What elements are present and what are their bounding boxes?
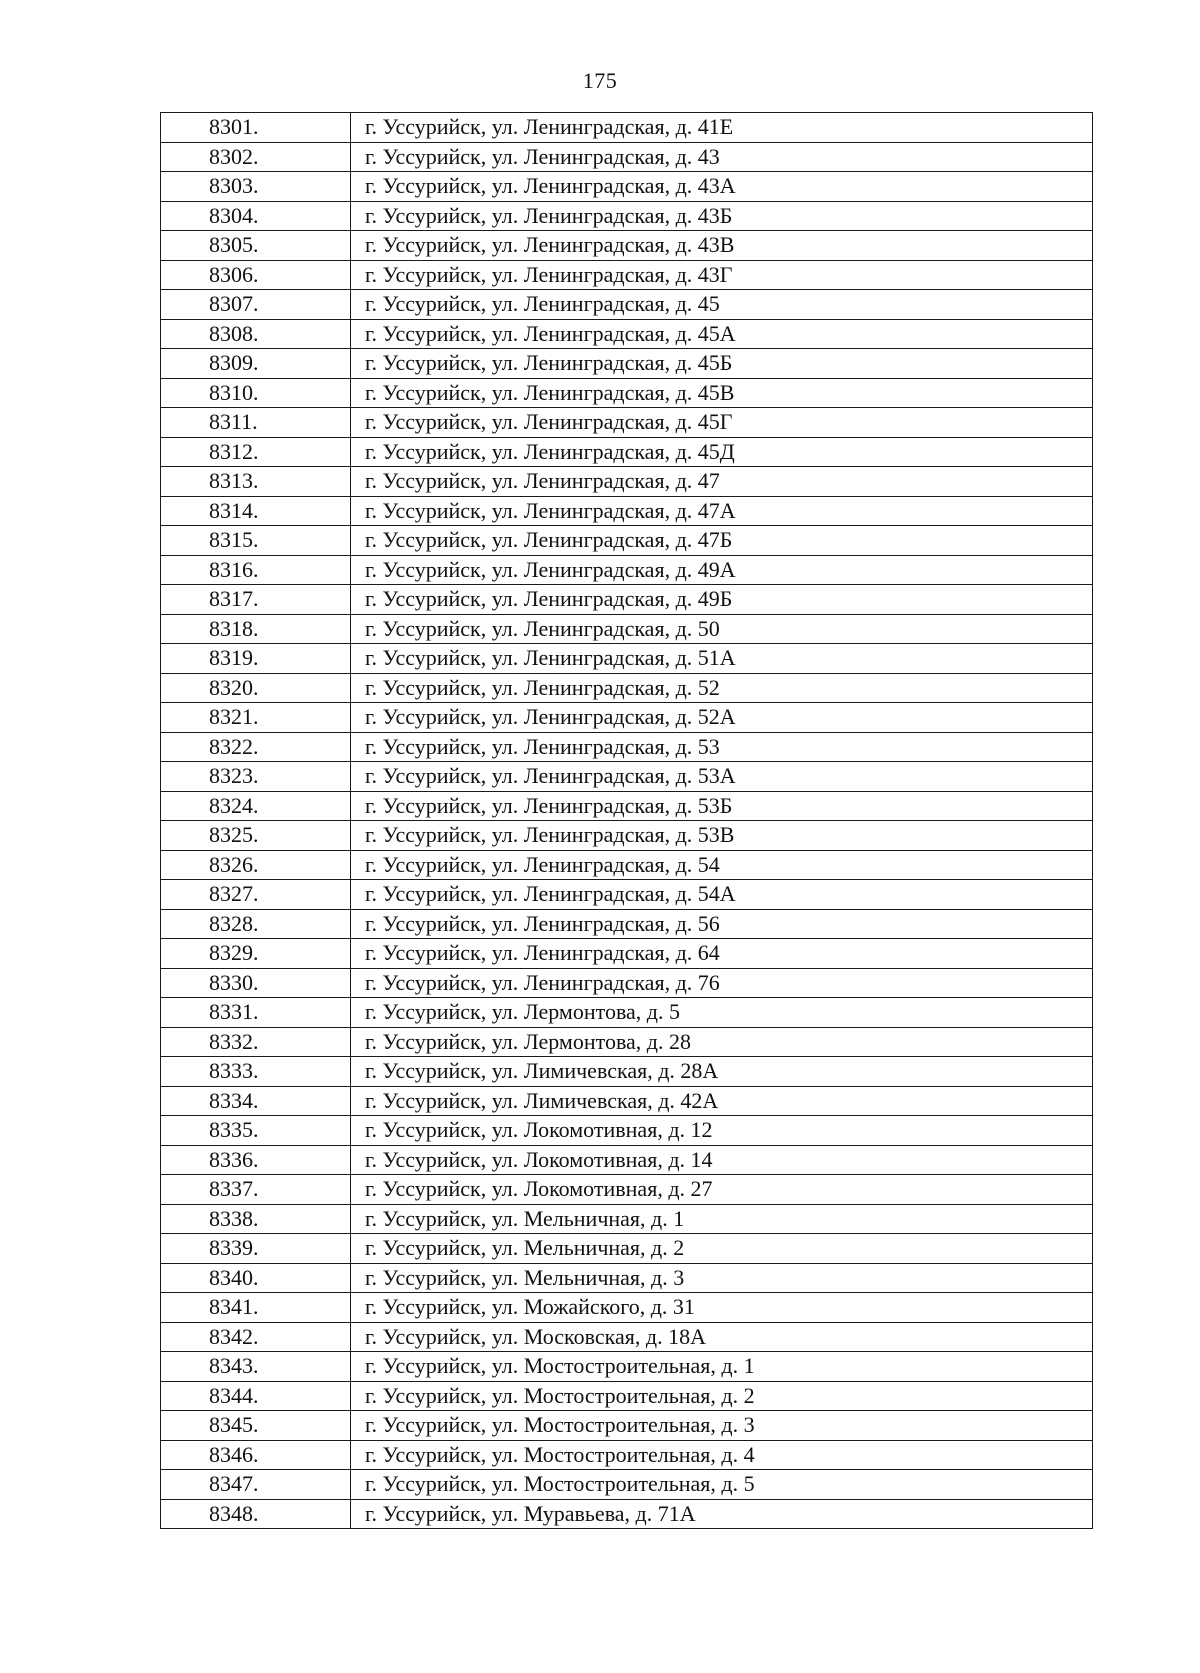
row-number-cell: 8312. bbox=[161, 437, 351, 467]
address-cell: г. Уссурийск, ул. Ленинградская, д. 41Е bbox=[351, 113, 1093, 143]
address-cell: г. Уссурийск, ул. Мостостроительная, д. 4 bbox=[351, 1440, 1093, 1470]
address-cell: г. Уссурийск, ул. Мостостроительная, д. 5 bbox=[351, 1470, 1093, 1500]
table-row bbox=[161, 614, 1093, 644]
table-row bbox=[161, 319, 1093, 349]
address-cell: г. Уссурийск, ул. Лимичевская, д. 28А bbox=[351, 1057, 1093, 1087]
table-row bbox=[161, 555, 1093, 585]
row-number-cell: 8306. bbox=[161, 260, 351, 290]
table-row bbox=[161, 113, 1093, 143]
table-row bbox=[161, 998, 1093, 1028]
table-row bbox=[161, 437, 1093, 467]
row-number-cell: 8307. bbox=[161, 290, 351, 320]
address-cell: г. Уссурийск, ул. Ленинградская, д. 43 bbox=[351, 142, 1093, 172]
row-number-cell: 8347. bbox=[161, 1470, 351, 1500]
address-cell: г. Уссурийск, ул. Ленинградская, д. 43В bbox=[351, 231, 1093, 261]
address-cell: г. Уссурийск, ул. Ленинградская, д. 53А bbox=[351, 762, 1093, 792]
table-row bbox=[161, 290, 1093, 320]
address-cell: г. Уссурийск, ул. Локомотивная, д. 12 bbox=[351, 1116, 1093, 1146]
table-row bbox=[161, 378, 1093, 408]
address-cell: г. Уссурийск, ул. Ленинградская, д. 45А bbox=[351, 319, 1093, 349]
row-number-cell: 8341. bbox=[161, 1293, 351, 1323]
table-row bbox=[161, 703, 1093, 733]
address-cell: г. Уссурийск, ул. Мельничная, д. 1 bbox=[351, 1204, 1093, 1234]
table-row bbox=[161, 909, 1093, 939]
address-cell: г. Уссурийск, ул. Ленинградская, д. 64 bbox=[351, 939, 1093, 969]
row-number-cell: 8333. bbox=[161, 1057, 351, 1087]
table-row bbox=[161, 1204, 1093, 1234]
address-cell: г. Уссурийск, ул. Ленинградская, д. 53В bbox=[351, 821, 1093, 851]
address-cell: г. Уссурийск, ул. Ленинградская, д. 76 bbox=[351, 968, 1093, 998]
address-cell: г. Уссурийск, ул. Муравьева, д. 71А bbox=[351, 1499, 1093, 1529]
table-row bbox=[161, 673, 1093, 703]
row-number-cell: 8338. bbox=[161, 1204, 351, 1234]
row-number-cell: 8325. bbox=[161, 821, 351, 851]
address-cell: г. Уссурийск, ул. Локомотивная, д. 27 bbox=[351, 1175, 1093, 1205]
row-number-cell: 8343. bbox=[161, 1352, 351, 1382]
row-number-cell: 8336. bbox=[161, 1145, 351, 1175]
table-row bbox=[161, 1116, 1093, 1146]
table-row bbox=[161, 231, 1093, 261]
address-cell: г. Уссурийск, ул. Ленинградская, д. 47 bbox=[351, 467, 1093, 497]
address-cell: г. Уссурийск, ул. Ленинградская, д. 45Г bbox=[351, 408, 1093, 438]
row-number-cell: 8315. bbox=[161, 526, 351, 556]
page-number: 175 bbox=[582, 68, 618, 93]
row-number-cell: 8310. bbox=[161, 378, 351, 408]
row-number-cell: 8332. bbox=[161, 1027, 351, 1057]
row-number-cell: 8327. bbox=[161, 880, 351, 910]
table-row bbox=[161, 201, 1093, 231]
address-table bbox=[160, 112, 1093, 1529]
row-number-cell: 8301. bbox=[161, 113, 351, 143]
row-number-cell: 8311. bbox=[161, 408, 351, 438]
address-cell: г. Уссурийск, ул. Ленинградская, д. 52А bbox=[351, 703, 1093, 733]
row-number-cell: 8328. bbox=[161, 909, 351, 939]
table-row bbox=[161, 1470, 1093, 1500]
table-row bbox=[161, 408, 1093, 438]
table-row bbox=[161, 467, 1093, 497]
table-row bbox=[161, 1086, 1093, 1116]
address-cell: г. Уссурийск, ул. Мостостроительная, д. 2 bbox=[351, 1381, 1093, 1411]
row-number-cell: 8303. bbox=[161, 172, 351, 202]
table-row bbox=[161, 1440, 1093, 1470]
row-number-cell: 8331. bbox=[161, 998, 351, 1028]
address-cell: г. Уссурийск, ул. Мельничная, д. 3 bbox=[351, 1263, 1093, 1293]
row-number-cell: 8326. bbox=[161, 850, 351, 880]
row-number-cell: 8321. bbox=[161, 703, 351, 733]
address-cell: г. Уссурийск, ул. Локомотивная, д. 14 bbox=[351, 1145, 1093, 1175]
address-cell: г. Уссурийск, ул. Мельничная, д. 2 bbox=[351, 1234, 1093, 1264]
address-table-body bbox=[161, 113, 1093, 1529]
row-number-cell: 8346. bbox=[161, 1440, 351, 1470]
address-cell: г. Уссурийск, ул. Лермонтова, д. 5 bbox=[351, 998, 1093, 1028]
row-number-cell: 8348. bbox=[161, 1499, 351, 1529]
table-row bbox=[161, 349, 1093, 379]
address-cell: г. Уссурийск, ул. Ленинградская, д. 51А bbox=[351, 644, 1093, 674]
table-row bbox=[161, 1145, 1093, 1175]
address-cell: г. Уссурийск, ул. Ленинградская, д. 45В bbox=[351, 378, 1093, 408]
address-table-container bbox=[160, 112, 1093, 1529]
table-row bbox=[161, 1352, 1093, 1382]
table-row bbox=[161, 644, 1093, 674]
address-cell: г. Уссурийск, ул. Ленинградская, д. 43А bbox=[351, 172, 1093, 202]
address-cell: г. Уссурийск, ул. Ленинградская, д. 49А bbox=[351, 555, 1093, 585]
row-number-cell: 8344. bbox=[161, 1381, 351, 1411]
row-number-cell: 8319. bbox=[161, 644, 351, 674]
address-cell: г. Уссурийск, ул. Лермонтова, д. 28 bbox=[351, 1027, 1093, 1057]
address-cell: г. Уссурийск, ул. Мостостроительная, д. 1 bbox=[351, 1352, 1093, 1382]
table-row bbox=[161, 1381, 1093, 1411]
table-row bbox=[161, 762, 1093, 792]
address-cell: г. Уссурийск, ул. Московская, д. 18А bbox=[351, 1322, 1093, 1352]
row-number-cell: 8337. bbox=[161, 1175, 351, 1205]
row-number-cell: 8320. bbox=[161, 673, 351, 703]
table-row bbox=[161, 1234, 1093, 1264]
table-row bbox=[161, 791, 1093, 821]
table-row bbox=[161, 850, 1093, 880]
row-number-cell: 8342. bbox=[161, 1322, 351, 1352]
address-cell: г. Уссурийск, ул. Ленинградская, д. 54А bbox=[351, 880, 1093, 910]
row-number-cell: 8309. bbox=[161, 349, 351, 379]
table-row bbox=[161, 1293, 1093, 1323]
address-cell: г. Уссурийск, ул. Мостостроительная, д. 3 bbox=[351, 1411, 1093, 1441]
row-number-cell: 8345. bbox=[161, 1411, 351, 1441]
table-row bbox=[161, 732, 1093, 762]
table-row bbox=[161, 939, 1093, 969]
table-row bbox=[161, 526, 1093, 556]
table-row bbox=[161, 496, 1093, 526]
row-number-cell: 8329. bbox=[161, 939, 351, 969]
row-number-cell: 8314. bbox=[161, 496, 351, 526]
table-row bbox=[161, 968, 1093, 998]
address-cell: г. Уссурийск, ул. Ленинградская, д. 53Б bbox=[351, 791, 1093, 821]
row-number-cell: 8313. bbox=[161, 467, 351, 497]
table-row bbox=[161, 880, 1093, 910]
address-cell: г. Уссурийск, ул. Ленинградская, д. 45Д bbox=[351, 437, 1093, 467]
table-row bbox=[161, 585, 1093, 615]
address-cell: г. Уссурийск, ул. Ленинградская, д. 56 bbox=[351, 909, 1093, 939]
row-number-cell: 8323. bbox=[161, 762, 351, 792]
row-number-cell: 8330. bbox=[161, 968, 351, 998]
table-row bbox=[161, 260, 1093, 290]
row-number-cell: 8322. bbox=[161, 732, 351, 762]
table-row bbox=[161, 1057, 1093, 1087]
row-number-cell: 8339. bbox=[161, 1234, 351, 1264]
table-row bbox=[161, 1411, 1093, 1441]
row-number-cell: 8308. bbox=[161, 319, 351, 349]
address-cell: г. Уссурийск, ул. Ленинградская, д. 43Г bbox=[351, 260, 1093, 290]
table-row bbox=[161, 1322, 1093, 1352]
row-number-cell: 8304. bbox=[161, 201, 351, 231]
row-number-cell: 8335. bbox=[161, 1116, 351, 1146]
address-cell: г. Уссурийск, ул. Ленинградская, д. 53 bbox=[351, 732, 1093, 762]
table-row bbox=[161, 1027, 1093, 1057]
row-number-cell: 8324. bbox=[161, 791, 351, 821]
address-cell: г. Уссурийск, ул. Ленинградская, д. 47А bbox=[351, 496, 1093, 526]
row-number-cell: 8316. bbox=[161, 555, 351, 585]
table-row bbox=[161, 1499, 1093, 1529]
address-cell: г. Уссурийск, ул. Ленинградская, д. 49Б bbox=[351, 585, 1093, 615]
table-row bbox=[161, 1263, 1093, 1293]
address-cell: г. Уссурийск, ул. Ленинградская, д. 54 bbox=[351, 850, 1093, 880]
address-cell: г. Уссурийск, ул. Ленинградская, д. 47Б bbox=[351, 526, 1093, 556]
address-cell: г. Уссурийск, ул. Ленинградская, д. 43Б bbox=[351, 201, 1093, 231]
table-row bbox=[161, 172, 1093, 202]
address-cell: г. Уссурийск, ул. Ленинградская, д. 50 bbox=[351, 614, 1093, 644]
table-row bbox=[161, 821, 1093, 851]
table-row bbox=[161, 142, 1093, 172]
row-number-cell: 8302. bbox=[161, 142, 351, 172]
address-cell: г. Уссурийск, ул. Ленинградская, д. 52 bbox=[351, 673, 1093, 703]
row-number-cell: 8318. bbox=[161, 614, 351, 644]
address-cell: г. Уссурийск, ул. Ленинградская, д. 45Б bbox=[351, 349, 1093, 379]
address-cell: г. Уссурийск, ул. Можайского, д. 31 bbox=[351, 1293, 1093, 1323]
row-number-cell: 8317. bbox=[161, 585, 351, 615]
row-number-cell: 8334. bbox=[161, 1086, 351, 1116]
address-cell: г. Уссурийск, ул. Лимичевская, д. 42А bbox=[351, 1086, 1093, 1116]
address-cell: г. Уссурийск, ул. Ленинградская, д. 45 bbox=[351, 290, 1093, 320]
table-row bbox=[161, 1175, 1093, 1205]
row-number-cell: 8340. bbox=[161, 1263, 351, 1293]
row-number-cell: 8305. bbox=[161, 231, 351, 261]
